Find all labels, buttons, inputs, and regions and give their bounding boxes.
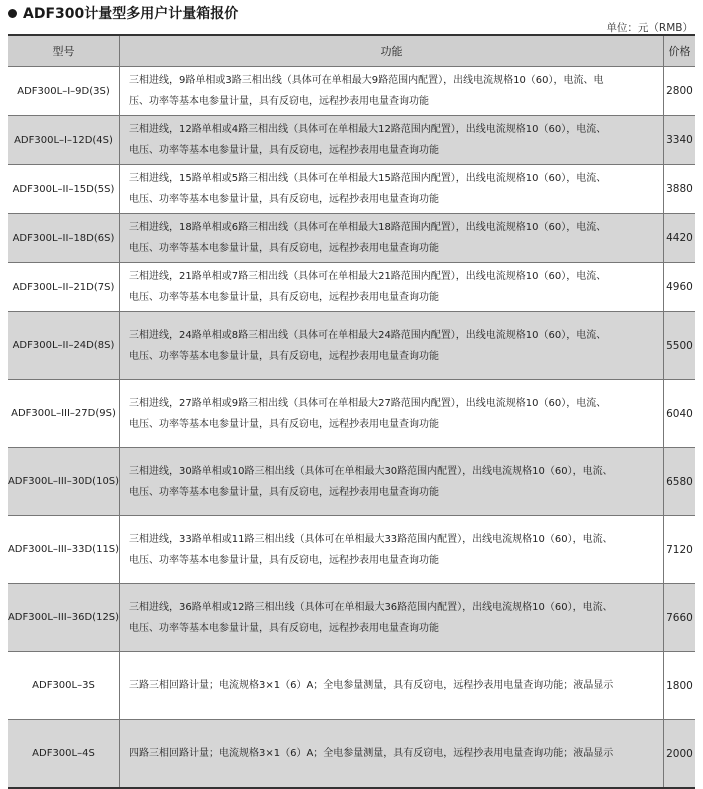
model-cell: ADF300L–II–21D(7S) (8, 263, 120, 311)
function-line: 电压、功率等基本电参量计量，具有反窃电，远程抄表用电量查询功能 (129, 486, 439, 498)
column-header-price: 价格 (668, 45, 691, 58)
page-title (8, 3, 238, 23)
table-row (8, 263, 695, 312)
function-cell (120, 263, 664, 311)
price-cell: 7660 (666, 611, 693, 624)
price-cell: 2800 (666, 85, 693, 97)
table-row (8, 165, 695, 214)
function-line: 电压、功率等基本电参量计量，具有反窃电，远程抄表用电量查询功能 (129, 145, 439, 156)
function-line: 电压、功率等基本电参量计量，具有反窃电，远程抄表用电量查询功能 (129, 292, 439, 303)
function-line: 电压、功率等基本电参量计量，具有反窃电，远程抄表用电量查询功能 (129, 418, 439, 430)
model-cell: ADF300L–3S (8, 652, 120, 719)
function-cell (120, 165, 664, 213)
table-row (8, 67, 695, 116)
price-cell: 4960 (666, 281, 693, 293)
column-header-function: 功能 (120, 36, 664, 66)
function-line: 三相进线，12路单相或4路三相出线（具体可在单相最大12路范围内配置），出线电流规格10（60），电流、 (129, 124, 607, 135)
model-cell: ADF300L–II–18D(6S) (8, 214, 120, 262)
price-cell: 5500 (666, 339, 693, 352)
function-line: 电压、功率等基本电参量计量，具有反窃电，远程抄表用电量查询功能 (129, 622, 439, 634)
table-body (8, 67, 695, 787)
table-row (8, 116, 695, 165)
model-cell: ADF300L–4S (8, 720, 120, 787)
function-line: 电压、功率等基本电参量计量，具有反窃电，远程抄表用电量查询功能 (129, 554, 439, 566)
model-cell: ADF300L–I–12D(4S) (8, 116, 120, 164)
function-line: 三相进线，15路单相或5路三相出线（具体可在单相最大15路范围内配置），出线电流规格10（60），电流、 (129, 173, 607, 184)
function-line: 三相进线，9路单相或3路三相出线（具体可在单相最大9路范围内配置），出线电流规格10（60），电流、电 (129, 75, 604, 86)
price-cell: 7120 (666, 543, 693, 556)
price-cell: 4420 (666, 232, 693, 244)
model-cell: ADF300L–III–30D(10S) (8, 448, 120, 515)
table-row (8, 516, 695, 584)
bullet-icon (8, 9, 17, 18)
function-cell (120, 67, 664, 115)
table-row (8, 584, 695, 652)
function-line: 三路三相回路计量；电流规格3×1（6）A；全电参量测量，具有反窃电，远程抄表用电量查询功能；液晶显示 (129, 680, 614, 691)
price-table (8, 34, 695, 789)
model-cell: ADF300L–II–24D(8S) (8, 312, 120, 379)
price-cell: 2000 (666, 747, 693, 760)
function-cell (120, 584, 664, 651)
price-cell: 1800 (666, 679, 693, 692)
model-cell: ADF300L–III–36D(12S) (8, 584, 120, 651)
function-line: 三相进线，18路单相或6路三相出线（具体可在单相最大18路范围内配置），出线电流规格10（60），电流、 (129, 222, 607, 233)
unit-note: 单位：元（RMB） (606, 22, 693, 34)
function-line: 三相进线，33路单相或11路三相出线（具体可在单相最大33路范围内配置），出线电流规格10（60），电流、 (129, 533, 613, 545)
function-line: 三相进线，21路单相或7路三相出线（具体可在单相最大21路范围内配置），出线电流规格10（60），电流、 (129, 271, 607, 282)
function-line: 电压、功率等基本电参量计量，具有反窃电，远程抄表用电量查询功能 (129, 194, 439, 205)
column-header-model: 型号 (8, 36, 120, 66)
function-line: 三相进线，30路单相或10路三相出线（具体可在单相最大30路范围内配置），出线电流规格10（60），电流、 (129, 465, 613, 477)
function-line: 压、功率等基本电参量计量，具有反窃电，远程抄表用电量查询功能 (129, 96, 429, 107)
function-cell (120, 312, 664, 379)
function-line: 三相进线，27路单相或9路三相出线（具体可在单相最大27路范围内配置），出线电流规格10（60），电流、 (129, 397, 607, 409)
table-row (8, 652, 695, 720)
model-cell: ADF300L–III–33D(11S) (8, 516, 120, 583)
function-line: 电压、功率等基本电参量计量，具有反窃电，远程抄表用电量查询功能 (129, 243, 439, 254)
model-cell: ADF300L–II–15D(5S) (8, 165, 120, 213)
price-cell: 6580 (666, 475, 693, 488)
page-title-text: ADF300计量型多用户计量箱报价 (23, 6, 239, 22)
function-cell (120, 448, 664, 515)
model-cell: ADF300L–III–27D(9S) (8, 380, 120, 447)
function-cell (120, 214, 664, 262)
function-line: 电压、功率等基本电参量计量，具有反窃电，远程抄表用电量查询功能 (129, 350, 439, 362)
model-cell: ADF300L–I–9D(3S) (8, 67, 120, 115)
function-cell (120, 380, 664, 447)
function-cell (120, 652, 664, 719)
table-header (8, 36, 695, 67)
table-row (8, 448, 695, 516)
function-line: 三相进线，24路单相或8路三相出线（具体可在单相最大24路范围内配置），出线电流规格10（60），电流、 (129, 329, 607, 341)
function-cell (120, 516, 664, 583)
table-row (8, 380, 695, 448)
function-cell (120, 116, 664, 164)
price-cell: 6040 (666, 407, 693, 420)
table-row (8, 214, 695, 263)
price-cell: 3340 (666, 134, 693, 146)
function-line: 三相进线，36路单相或12路三相出线（具体可在单相最大36路范围内配置），出线电流规格10（60），电流、 (129, 601, 613, 613)
table-row (8, 312, 695, 380)
function-line: 四路三相回路计量；电流规格3×1（6）A；全电参量测量，具有反窃电，远程抄表用电量查询功能；液晶显示 (129, 748, 614, 759)
price-cell: 3880 (666, 183, 693, 195)
